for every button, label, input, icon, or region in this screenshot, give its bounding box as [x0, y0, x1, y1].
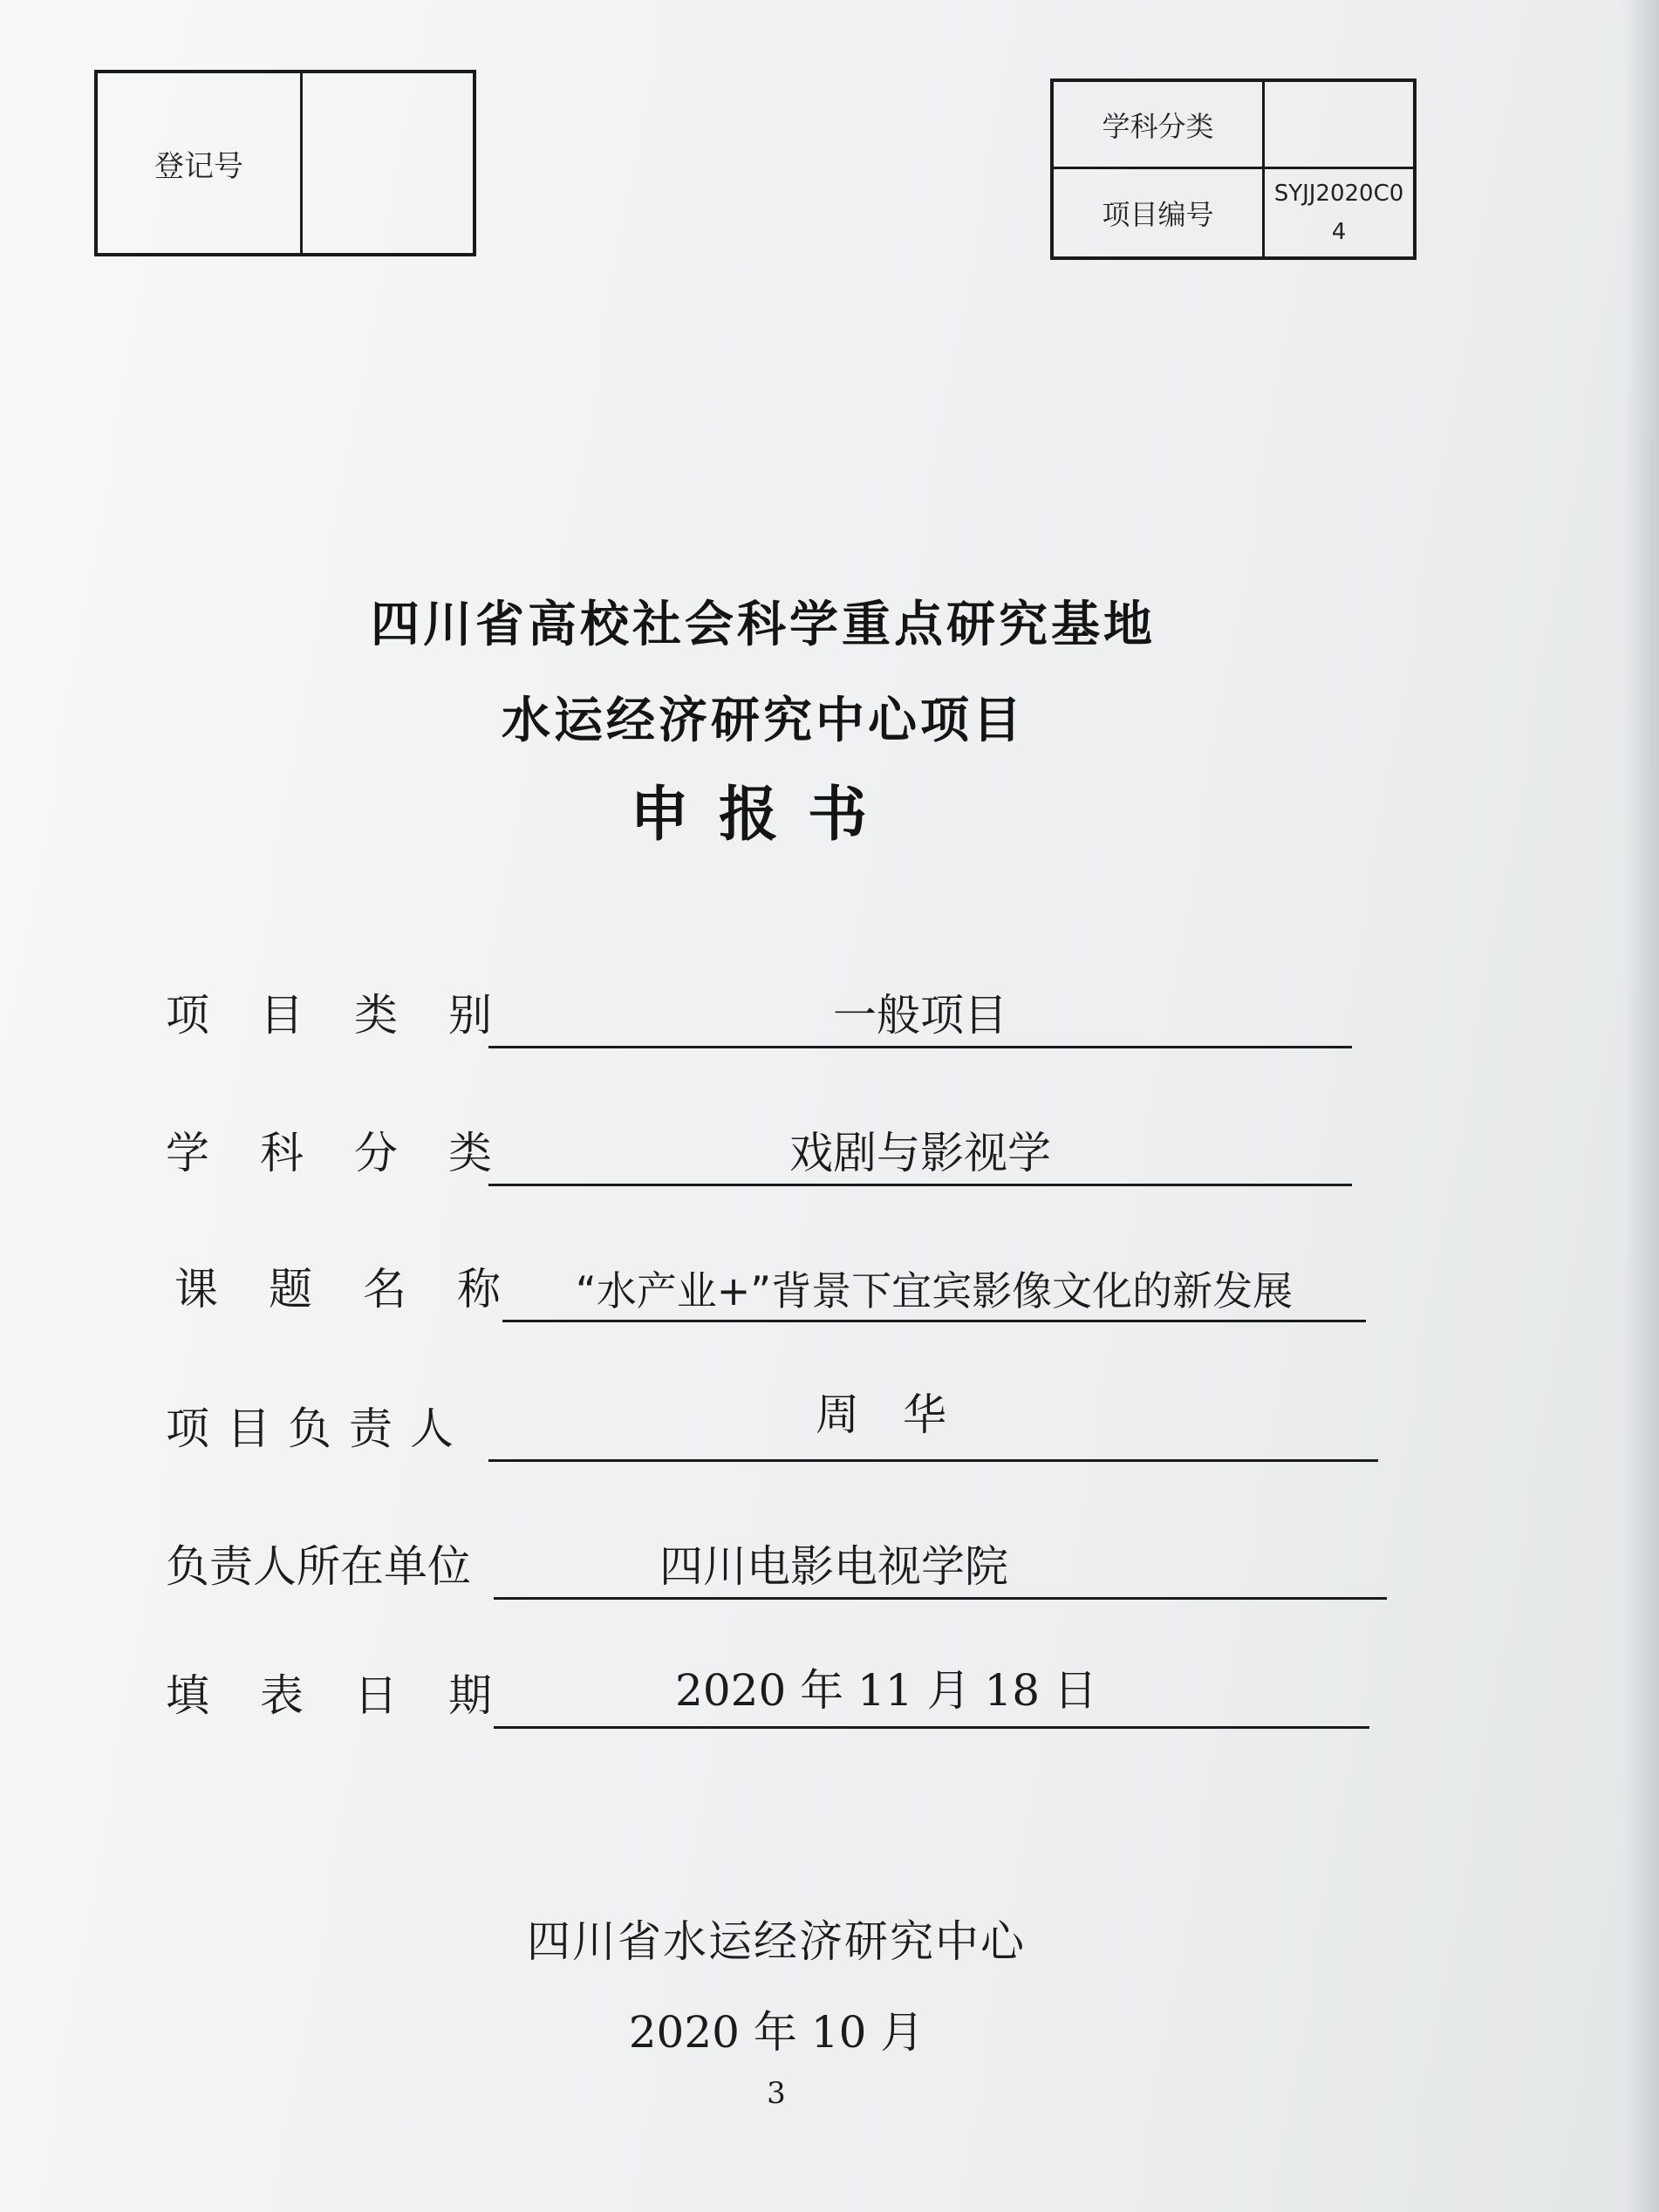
footer-organization: 四川省水运经济研究中心 [527, 1916, 1026, 1967]
field-underline [488, 1046, 1352, 1048]
field-project-leader [166, 1389, 1378, 1462]
field-value: 戏剧与影视学 [789, 1128, 1051, 1178]
field-label: 负责人所在单位 [166, 1541, 471, 1592]
field-label: 课 题 名 称 [174, 1264, 504, 1314]
field-value: 周 华 [816, 1389, 946, 1440]
field-underline [502, 1320, 1366, 1322]
classification-box [1050, 79, 1417, 260]
field-value: “水产业+”背景下宜宾影像文化的新发展 [575, 1267, 1294, 1314]
field-underline [488, 1184, 1352, 1186]
registration-number-box [94, 70, 476, 256]
subject-classification-label: 学科分类 [1054, 82, 1265, 169]
field-value: 一般项目 [833, 990, 1007, 1041]
title-line-2: 水运经济研究中心项目 [502, 693, 1025, 749]
project-number-label: 项目编号 [1054, 169, 1265, 256]
footer-date: 2020 年 10 月 [628, 2007, 925, 2058]
field-label: 项目负责人 [166, 1403, 471, 1454]
field-underline [494, 1726, 1369, 1729]
field-value: 四川电影电视学院 [659, 1541, 1008, 1592]
field-label: 项 目 类 别 [166, 990, 495, 1041]
field-fill-date [166, 1659, 1369, 1729]
registration-number-label: 登记号 [98, 73, 303, 253]
field-underline [488, 1459, 1378, 1462]
page-edge-shadow [1624, 0, 1659, 2212]
title-line-3: 申报书 [629, 781, 897, 850]
project-number-value: SYJJ2020C04 [1273, 181, 1404, 245]
field-underline [494, 1597, 1387, 1600]
field-subject-classification [166, 1116, 1352, 1186]
field-leader-affiliation [166, 1530, 1387, 1600]
registration-number-value [303, 73, 473, 253]
field-label: 学 科 分 类 [166, 1128, 495, 1178]
field-project-title [166, 1253, 1369, 1322]
field-value: 2020 年 11 月 18 日 [675, 1665, 1097, 1716]
field-label: 填 表 日 期 [166, 1670, 495, 1721]
subject-classification-value [1265, 82, 1413, 169]
title-line-1: 四川省高校社会科学重点研究基地 [371, 597, 1156, 653]
field-project-category [166, 979, 1352, 1048]
page-number: 3 [767, 2076, 786, 2111]
